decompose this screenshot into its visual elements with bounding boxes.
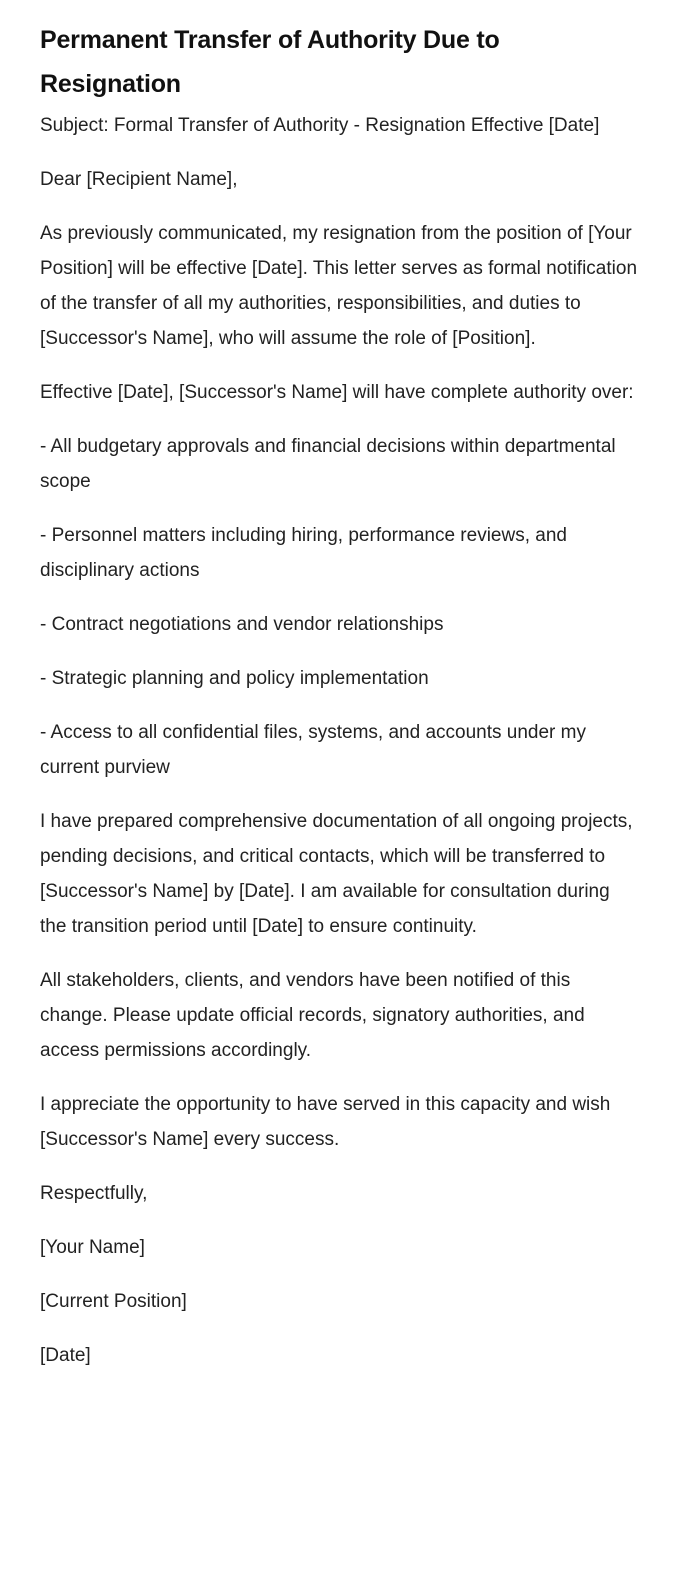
authority-item-access: - Access to all confidential files, systems, and accounts under my current purview xyxy=(40,722,586,778)
signature-date: [Date] xyxy=(40,1345,91,1366)
authority-item-budget: - All budgetary approvals and financial decisions within departmental scope xyxy=(40,436,616,492)
authority-item-strategy: - Strategic planning and policy implementation xyxy=(40,668,429,689)
authority-item-personnel: - Personnel matters including hiring, performance reviews, and disciplinary actions xyxy=(40,525,567,581)
document-title: Permanent Transfer of Authority Due to Resignation xyxy=(40,26,500,98)
signature-name: [Your Name] xyxy=(40,1237,145,1258)
salutation: Dear [Recipient Name], xyxy=(40,169,238,190)
authority-lead: Effective [Date], [Successor's Name] will have complete authority over: xyxy=(40,382,634,403)
appreciation-paragraph: I appreciate the opportunity to have served in this capacity and wish [Successor's Name] every success. xyxy=(40,1094,611,1150)
signature-position: [Current Position] xyxy=(40,1291,187,1312)
subject-line: Subject: Formal Transfer of Authority - Resignation Effective [Date] xyxy=(40,115,600,136)
stakeholders-paragraph: All stakeholders, clients, and vendors have been notified of this change. Please update official records, signatory authorities, and access permissions accordingly. xyxy=(40,970,585,1061)
documentation-paragraph: I have prepared comprehensive documentation of all ongoing projects, pending decisions, and critical contacts, which will be transferred to [Successor's Name] by [Date]. I am available for consultation during the transition period until [Date] to ensure continuity. xyxy=(40,811,633,937)
authority-item-contracts: - Contract negotiations and vendor relationships xyxy=(40,614,444,635)
letter-document xyxy=(40,18,640,1392)
intro-paragraph: As previously communicated, my resignation from the position of [Your Position] will be effective [Date]. This letter serves as formal notification of the transfer of all my authorities, responsibilities, and duties to [Successor's Name], who will assume the role of [Position]. xyxy=(40,223,638,349)
closing: Respectfully, xyxy=(40,1183,148,1204)
